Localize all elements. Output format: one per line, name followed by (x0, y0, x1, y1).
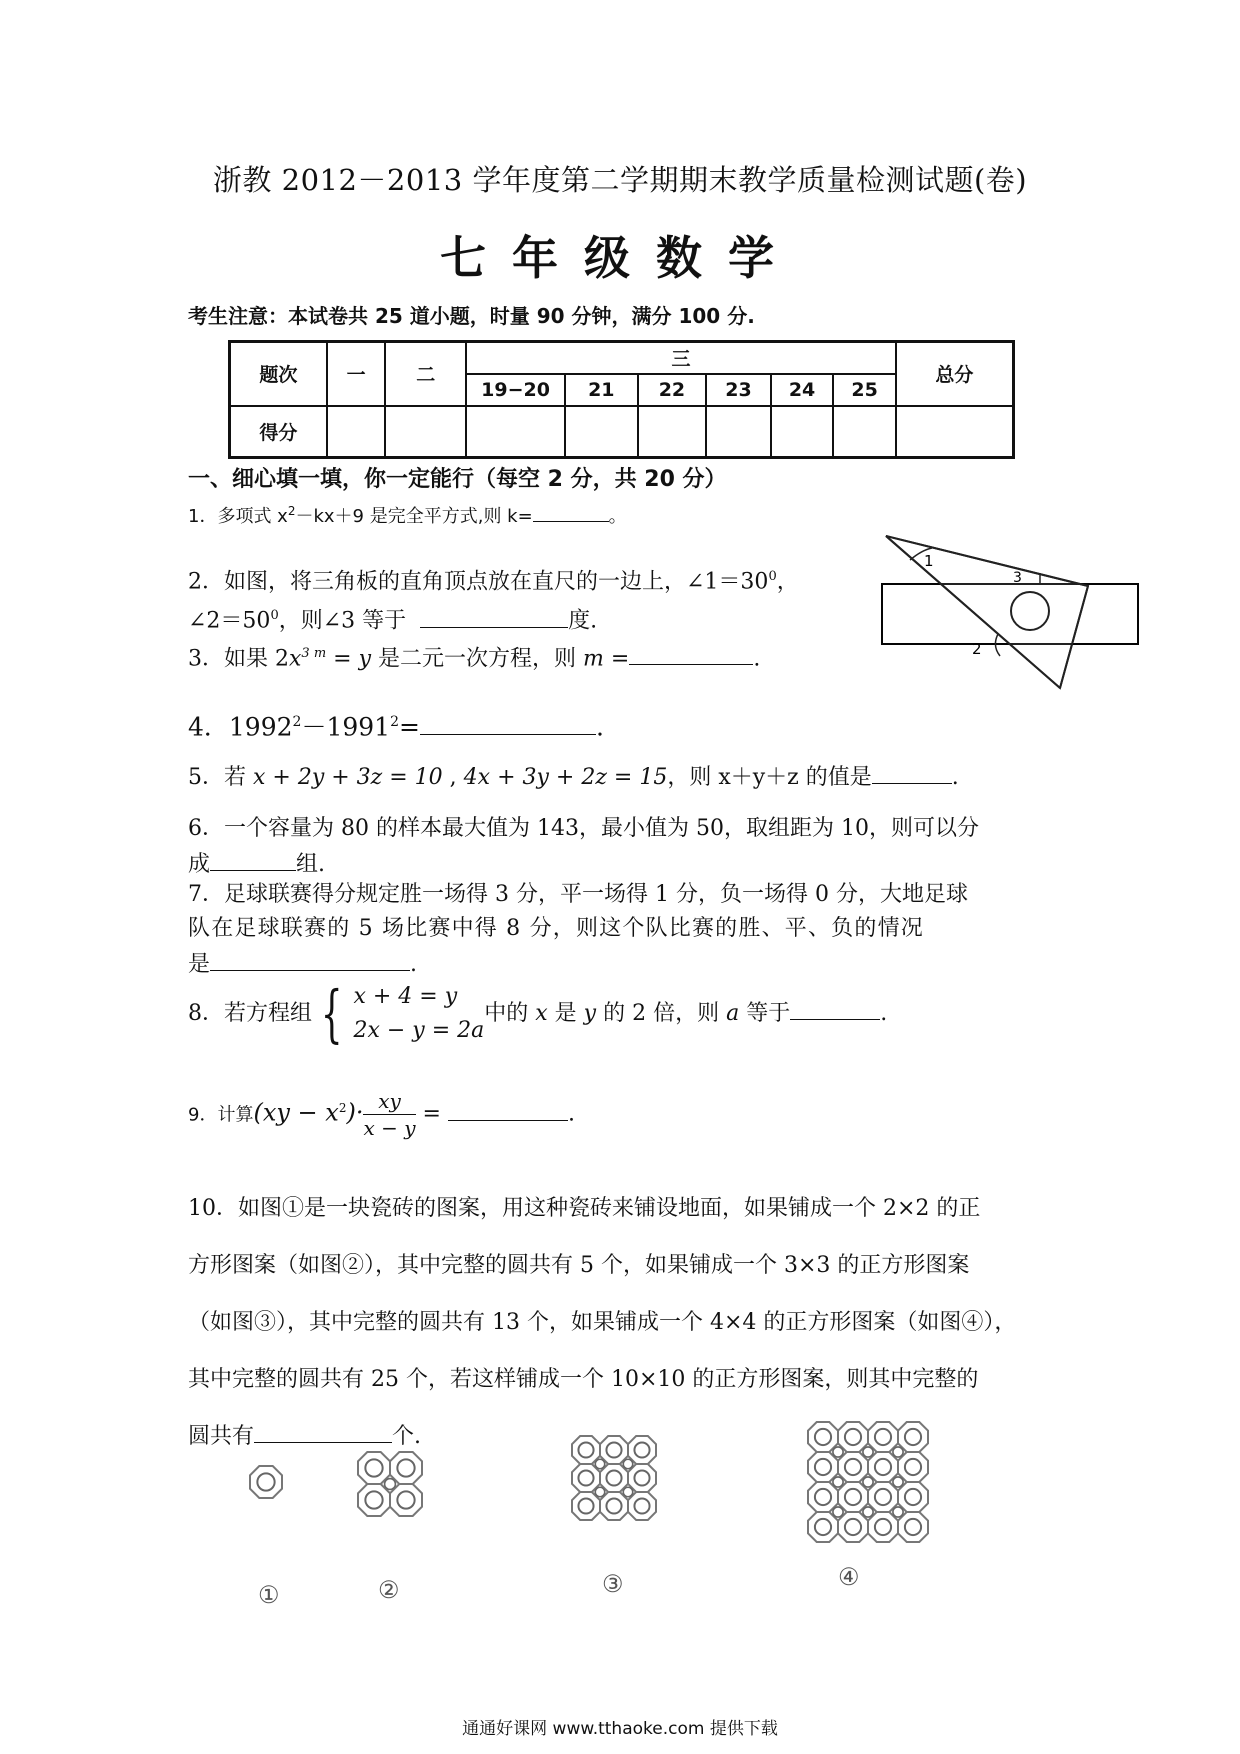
answer-blank[interactable] (210, 946, 410, 971)
answer-blank[interactable] (420, 710, 596, 735)
footer-credit: 通通好课网 www.tthaoke.com 提供下载 (462, 1719, 778, 1739)
figure-label-2: ② (378, 1576, 400, 1604)
tile-octagon (600, 1436, 628, 1464)
tile-octagon (868, 1482, 898, 1512)
tile-circle (845, 1489, 861, 1505)
tile-octagon (600, 1492, 628, 1520)
question-1: 1．多项式 $x^2-kx+9$ 是完全平方式,则 k= 。 (188, 494, 627, 534)
tile-circle (634, 1470, 649, 1485)
tile-corner-circle (893, 1447, 903, 1457)
tile-circle (365, 1459, 382, 1476)
tile-figures (230, 1420, 1130, 1620)
answer-blank[interactable] (790, 995, 880, 1020)
tile-octagon (808, 1452, 838, 1482)
tile-circle (815, 1489, 831, 1505)
tile-circle (634, 1442, 649, 1457)
question-5: 5．若 x + 2y + 3z = 10 , 4x + 3y + 2z = 15，则 x＋y＋z 的值是 . (188, 759, 959, 795)
tile-octagon (868, 1452, 898, 1482)
tile-corner-circle (385, 1479, 396, 1490)
score-cell (466, 406, 565, 458)
equation-system: { x + 4 = y 2x − y = 2a (320, 977, 485, 1050)
exam-notice: 考生注意：本试卷共 25 道小题，时量 90 分钟，满分 100 分. (188, 304, 755, 328)
tile-corner-circle (863, 1447, 873, 1457)
tile-circle (815, 1429, 831, 1445)
tile-circle (875, 1429, 891, 1445)
tile-octagon (628, 1492, 656, 1520)
tile-octagon (808, 1512, 838, 1542)
tile-circle (905, 1459, 921, 1475)
question-9: 9．计算$(xy - x^2)\cdot$ $\frac{xy}{x - y}$ = . (188, 1089, 575, 1140)
tile-circle (578, 1470, 593, 1485)
tile-octagon (808, 1422, 838, 1452)
tile-octagon (600, 1464, 628, 1492)
subject-title: 七年级数学 (440, 231, 800, 285)
tile-circle (845, 1519, 861, 1535)
tile-circle (815, 1519, 831, 1535)
sub-col: 25 (833, 374, 896, 406)
tile-octagon (898, 1482, 928, 1512)
tile-octagon (358, 1452, 390, 1484)
tile-circle (606, 1470, 621, 1485)
tile-circle (845, 1459, 861, 1475)
tile-corner-circle (833, 1507, 843, 1517)
tile-octagon (572, 1436, 600, 1464)
tile-corner-circle (623, 1487, 633, 1497)
question-6: 6．一个容量为 80 的样本最大值为 143，最小值为 50，取组距为 10，则可以分 成 组. (188, 816, 979, 877)
tile-octagon (898, 1512, 928, 1542)
tile-octagon (628, 1464, 656, 1492)
fraction: $\frac{xy}{x - y}$ (363, 1089, 416, 1140)
score-table (228, 340, 1015, 459)
tile-octagon (250, 1466, 282, 1498)
section-heading: 一、细心填一填，你一定能行（每空 2 分，共 20 分） (188, 467, 727, 492)
question-4: 4．$1992^2-1991^2=$ . (188, 712, 604, 742)
answer-blank[interactable] (533, 497, 609, 522)
tile-pattern-4 (808, 1422, 928, 1542)
tile-octagon (898, 1452, 928, 1482)
tile-circle (875, 1459, 891, 1475)
tile-octagon (838, 1422, 868, 1452)
tile-circle (905, 1519, 921, 1535)
tile-circle (845, 1429, 861, 1445)
question-7: 7．足球联赛得分规定胜一场得 3 分，平一场得 1 分，负一场得 0 分，大地足球 队在足球联赛的 5 场比赛中得 8 分，则这个队比赛的胜、平、负的情况 是 . (188, 882, 968, 977)
tile-circle (397, 1491, 414, 1508)
col-part-2: 二 (385, 342, 466, 406)
answer-blank[interactable] (448, 1096, 568, 1121)
exam-title: 浙教 2012－2013 学年度第二学期期末教学质量检测试题(卷) (212, 163, 1028, 197)
figure-label-1: ① (258, 1581, 280, 1609)
tile-octagon (358, 1484, 390, 1516)
answer-blank[interactable] (420, 603, 568, 628)
tile-octagon (390, 1484, 422, 1516)
tile-corner-circle (623, 1459, 633, 1469)
tile-circle (397, 1459, 414, 1476)
score-cell (706, 406, 771, 458)
figure-label-4: ④ (838, 1563, 860, 1591)
tile-circle (905, 1489, 921, 1505)
sub-col: 24 (771, 374, 834, 406)
tile-corner-circle (833, 1477, 843, 1487)
row-label-score: 得分 (230, 406, 327, 458)
tile-circle (257, 1473, 274, 1490)
tile-circle (905, 1429, 921, 1445)
tile-pattern-3 (572, 1436, 656, 1520)
tile-pattern-1 (250, 1466, 282, 1498)
score-cell (771, 406, 834, 458)
score-cell (385, 406, 466, 458)
score-cell (638, 406, 707, 458)
triangle-ruler-figure (880, 528, 1180, 698)
tile-pattern-2 (358, 1452, 422, 1516)
tile-circle (606, 1442, 621, 1457)
tile-octagon (838, 1512, 868, 1542)
sub-col: 23 (706, 374, 771, 406)
score-cell (327, 406, 386, 458)
tile-circle (578, 1442, 593, 1457)
score-cell (896, 406, 1014, 458)
tile-corner-circle (893, 1477, 903, 1487)
score-cell (833, 406, 896, 458)
angle-label-1: 1 (924, 552, 934, 570)
tile-corner-circle (863, 1507, 873, 1517)
angle-label-2: 2 (972, 640, 982, 658)
tile-circle (875, 1489, 891, 1505)
tile-circle (815, 1459, 831, 1475)
answer-blank[interactable] (210, 846, 296, 871)
sub-col: 19−20 (466, 374, 565, 406)
tile-circle (578, 1498, 593, 1513)
figure-label-3: ③ (602, 1570, 624, 1598)
tile-circle (365, 1491, 382, 1508)
question-8: 8．若方程组 { x + 4 = y 2x − y = 2a 中的 x 是 y 的 2 倍，则 a 等于 . (188, 977, 888, 1050)
answer-blank[interactable] (872, 759, 952, 784)
sub-col: 21 (565, 374, 638, 406)
angle-label-3: 3 (1013, 570, 1022, 586)
tile-corner-circle (595, 1487, 605, 1497)
col-part-3: 三 (466, 342, 896, 374)
tile-octagon (572, 1464, 600, 1492)
tile-corner-circle (595, 1459, 605, 1469)
question-10: 10．如图①是一块瓷砖的图案，用这种瓷砖来铺设地面，如果铺成一个 2×2 的正 方形图案（如图②），其中完整的圆共有 5 个，如果铺成一个 3×3 的正方形图案 （如图③），其中完整的圆共有 13 个，如果铺成一个 4×4 的正方形图案（如图④）， 其中完整的圆共有 25 个，若这样铺成一个 10×10 的正方形图案，则其中完整的 圆共有 个. (188, 1196, 1017, 1449)
tile-corner-circle (833, 1447, 843, 1457)
tile-octagon (838, 1482, 868, 1512)
tile-circle (634, 1498, 649, 1513)
tile-octagon (628, 1436, 656, 1464)
answer-blank[interactable] (629, 640, 753, 665)
tile-corner-circle (863, 1477, 873, 1487)
question-3: 3．如果 $2x^{3 m} = y$ 是二元一次方程，则 m = . (188, 637, 760, 676)
tile-octagon (808, 1482, 838, 1512)
tile-octagon (838, 1452, 868, 1482)
tile-octagon (868, 1512, 898, 1542)
tile-circle (606, 1498, 621, 1513)
tile-circle (875, 1519, 891, 1535)
tile-corner-circle (893, 1507, 903, 1517)
question-2: 2．如图，将三角板的直角顶点放在直尺的一边上，$\angle 1=30^0$， $\angle 2=50^0$，则∠3 等于 度. (188, 569, 799, 634)
tile-octagon (572, 1492, 600, 1520)
score-cell (565, 406, 638, 458)
col-part-1: 一 (327, 342, 386, 406)
tile-octagon (868, 1422, 898, 1452)
row-label-questions: 题次 (230, 342, 327, 406)
col-total: 总分 (896, 342, 1014, 406)
tile-octagon (898, 1422, 928, 1452)
sub-col: 22 (638, 374, 707, 406)
tile-octagon (390, 1452, 422, 1484)
